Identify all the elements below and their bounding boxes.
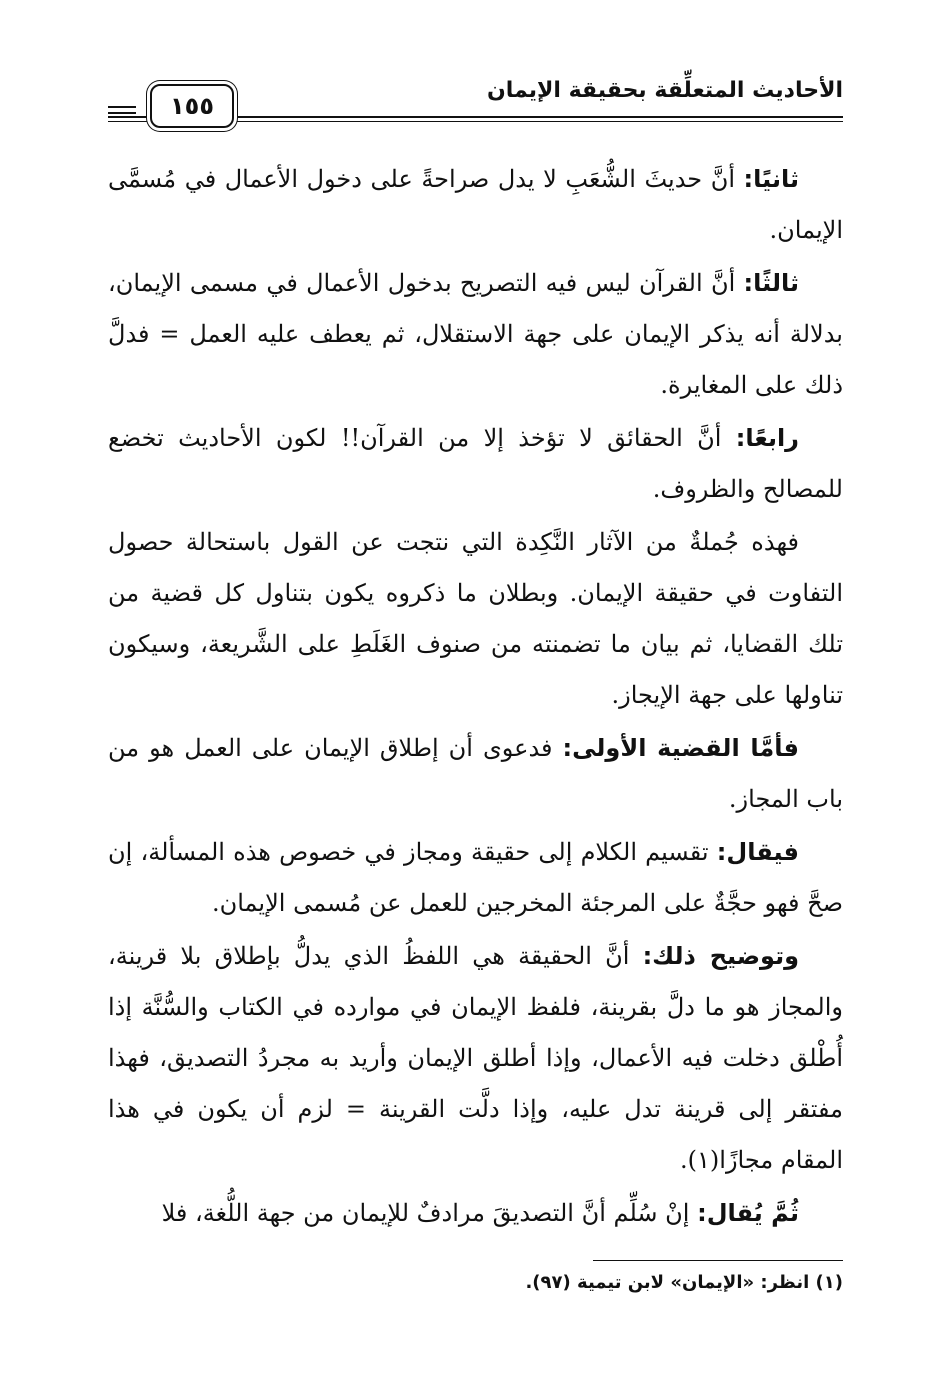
paragraph-lead: ثُمَّ يُقال: bbox=[697, 1199, 799, 1227]
footnote: (١) انظر: «الإيمان» لابن تيمية (٩٧). bbox=[525, 1272, 843, 1293]
paragraph bbox=[108, 517, 843, 721]
paragraph-lead: فيقال: bbox=[716, 838, 799, 866]
paragraph-text: فدعوى أن إطلاق الإيمان على العمل هو من باب المجاز. bbox=[108, 734, 843, 813]
book-page bbox=[108, 70, 843, 1330]
running-title: الأحاديث المتعلِّقة بحقيقة الإيمان bbox=[486, 78, 843, 103]
paragraph-text: أنَّ الحقيقة هي اللفظُ الذي يدلُّ بإطلاق بلا قرينة، والمجاز هو ما دلَّ بقرينة، فلفظ الإيمان في موارده في الكتاب والسُّنَّة إذا أُطْلق دخلت فيه الأعمال، وإذا أطلق الإيمان وأريد به مجردُ التصديق، فهذا مفتقر إلى قرينة تدل عليه، وإذا دلَّت القرينة = لزم أن يكون في هذا المقام مجازًا(١). bbox=[108, 942, 844, 1174]
paragraph-text: أنَّ حديثَ الشُّعَبِ لا يدل صراحةً على دخول الأعمال في مُسمَّى الإيمان. bbox=[108, 165, 843, 244]
paragraph-text: إنْ سُلِّم أنَّ التصديقَ مرادفٌ للإيمان من جهة اللُّغة، فلا bbox=[161, 1199, 698, 1227]
paragraph bbox=[108, 1188, 843, 1239]
header-dash bbox=[108, 112, 136, 114]
body-text bbox=[108, 154, 843, 1239]
page-header bbox=[108, 70, 843, 128]
page-number: ١٥٥ bbox=[150, 84, 234, 128]
paragraph-lead: رابعًا: bbox=[735, 424, 799, 452]
paragraph-text: أنَّ الحقائق لا تؤخذ إلا من القرآن!! لكون الأحاديث تخضع للمصالح والظروف. bbox=[108, 424, 843, 503]
paragraph-lead: ثالثًا: bbox=[743, 269, 799, 297]
paragraph-lead: فأمَّا القضية الأولى: bbox=[562, 734, 799, 762]
paragraph bbox=[108, 258, 843, 411]
paragraph-lead: وتوضيح ذلك: bbox=[642, 942, 800, 970]
paragraph bbox=[108, 827, 843, 929]
paragraph-text: فهذه جُملةٌ من الآثار النَّكِدة التي نتجت عن القول باستحالة حصول التفاوت في حقيقة الإيمان. وبطلان ما ذكروه يكون بتناول كل قضية من تلك القضايا، ثم بيان ما تضمنته من صنوف الغَلَطِ على الشَّريعة، وسيكون تناولها على جهة الإيجاز. bbox=[108, 528, 844, 709]
paragraph bbox=[108, 723, 843, 825]
paragraph bbox=[108, 931, 843, 1186]
footnote-rule bbox=[593, 1260, 843, 1261]
header-dash bbox=[108, 106, 136, 108]
paragraph-text: أنَّ القرآن ليس فيه التصريح بدخول الأعمال في مسمى الإيمان، بدلالة أنه يذكر الإيمان على جهة الاستقلال، ثم يعطف عليه العمل = فدلَّ ذلك على المغايرة. bbox=[108, 269, 843, 399]
paragraph-lead: ثانيًا: bbox=[743, 165, 799, 193]
paragraph bbox=[108, 154, 843, 256]
paragraph bbox=[108, 413, 843, 515]
paragraph-text: تقسيم الكلام إلى حقيقة ومجاز في خصوص هذه المسألة، إن صحَّ فهو حجَّةٌ على المرجئة المخرجين للعمل عن مُسمى الإيمان. bbox=[108, 838, 843, 917]
